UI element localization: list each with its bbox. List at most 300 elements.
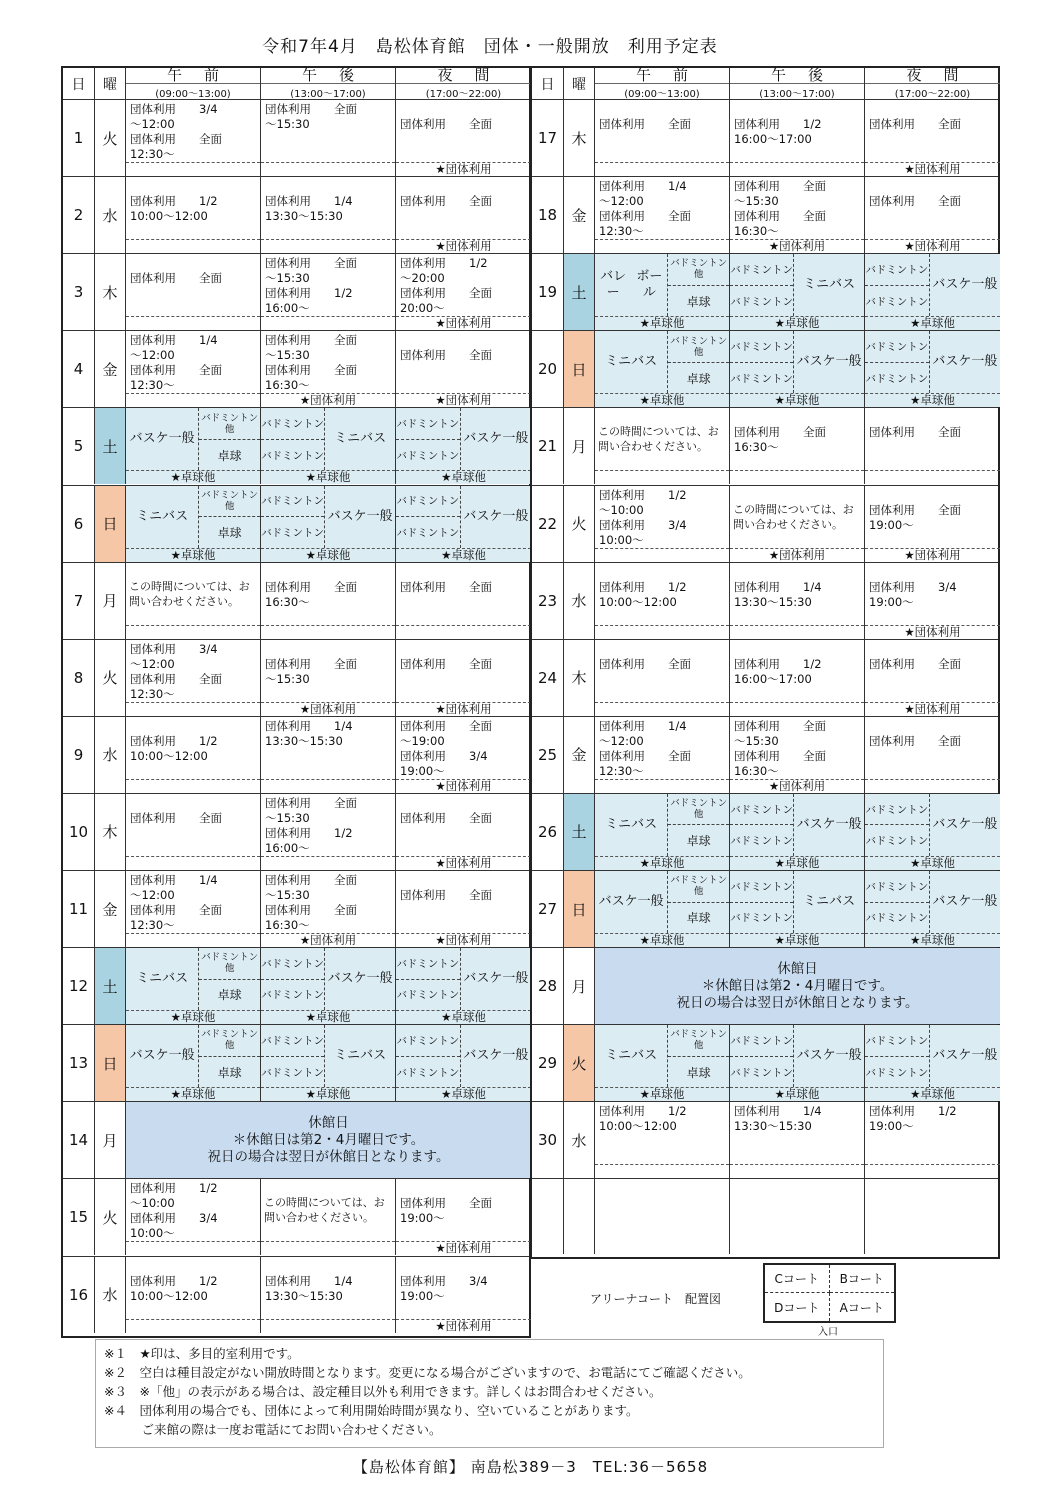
sport-main	[929, 794, 1000, 856]
basket-label: バスケ	[129, 1048, 169, 1064]
day-number: 27	[537, 900, 558, 919]
sport-split	[730, 871, 864, 933]
slot-line: 団体利用 全面	[869, 656, 961, 671]
badminton-label: バドミントン	[865, 1056, 929, 1088]
day-number: 9	[73, 745, 84, 764]
sport-main	[793, 1025, 864, 1087]
day-number: 17	[537, 129, 558, 148]
badminton-label: バドミントン	[396, 1034, 460, 1047]
badminton-label: バドミントン	[730, 1034, 794, 1047]
badminton-label: バドミントン	[865, 263, 929, 276]
slot-pm	[729, 1025, 864, 1101]
star-row	[865, 1164, 1000, 1178]
star-row: ★団体利用	[730, 548, 864, 562]
day-of-week: 金	[563, 717, 594, 793]
slot-text	[261, 794, 395, 856]
slot-nt	[864, 177, 1000, 253]
sport-sub	[730, 331, 793, 393]
slot-line: 団体利用 全面	[400, 888, 492, 902]
slot-line: 16:30～	[265, 594, 310, 609]
day-number: 15	[68, 1208, 89, 1227]
day-row	[532, 793, 998, 870]
slot-am	[594, 871, 729, 947]
slot-nt	[395, 1179, 531, 1255]
basket-label: バスケ	[932, 816, 972, 832]
header-pm-time: (13:00～17:00)	[730, 83, 864, 100]
sport-sub	[261, 1025, 324, 1087]
star-row	[126, 316, 260, 330]
day-row	[63, 947, 529, 1024]
slot-line	[130, 796, 258, 811]
star-row: ★団体利用	[261, 933, 395, 947]
slot-am	[594, 486, 729, 562]
slot-text	[126, 717, 260, 764]
court-d: Dコート	[765, 1293, 830, 1321]
slot-line: 団体利用 全面	[265, 256, 357, 271]
slot-line: 団体利用 全面	[265, 363, 357, 378]
sport-split	[261, 1025, 395, 1087]
badminton-label: バドミントン	[201, 412, 259, 424]
sport-sub	[730, 871, 793, 933]
minibasu-label: ミニバス	[803, 894, 856, 910]
slot-line: 団体利用 3/4	[400, 748, 488, 763]
slot-line: 団体利用 1/4	[734, 579, 822, 594]
badminton-other	[668, 331, 729, 362]
sport-sub	[668, 794, 729, 856]
slot-am	[125, 871, 260, 947]
slot-pm	[260, 331, 395, 407]
slot-am	[125, 331, 260, 407]
star-row	[261, 779, 395, 793]
slot-line: 16:00～17:00	[734, 132, 812, 146]
day-of-week: 金	[563, 177, 594, 253]
basket-label: バスケ	[932, 354, 972, 370]
sport-split	[730, 794, 864, 856]
slot-am	[594, 640, 729, 716]
slot-line: 12:30～	[130, 378, 175, 393]
star-row	[261, 856, 395, 870]
day-of-week: 木	[563, 640, 594, 716]
closed-line1: ＊休館日は第2・4月曜日です。	[701, 977, 894, 994]
star-row: ★団体利用	[865, 702, 1000, 716]
day-number: 21	[537, 437, 558, 456]
ball-label: ボール	[636, 269, 663, 301]
day-row	[63, 99, 529, 176]
star-row	[595, 548, 729, 562]
slot-text	[730, 408, 864, 455]
badminton-label: バドミントン	[865, 341, 929, 354]
star-row	[126, 393, 260, 407]
inquiry-text: この時間については、お問い合わせください。	[598, 425, 719, 454]
slot-line: 19:00～	[869, 517, 914, 532]
slot-line: ～19:00	[400, 733, 445, 748]
sport-main	[324, 948, 395, 1010]
slot-line	[400, 1181, 529, 1196]
slot-text	[396, 794, 531, 826]
star-row	[126, 702, 260, 716]
slot-pm	[260, 1025, 395, 1101]
star-takkyu: ★卓球他	[396, 1010, 531, 1024]
slot-line	[130, 719, 258, 734]
slot-am	[125, 1257, 260, 1333]
day-number: 25	[537, 745, 558, 764]
day-row	[63, 1178, 529, 1255]
slot-line: 団体利用 1/2	[599, 1104, 687, 1119]
slot-line: 20:00～	[400, 301, 445, 316]
star-row	[595, 470, 729, 484]
star-takkyu: ★卓球他	[261, 470, 395, 484]
note-1: ※１ ★印は、多目的室利用です。	[104, 1346, 300, 1361]
sport-sub	[199, 948, 260, 1010]
day-number: 20	[537, 360, 558, 379]
slot-line: ～15:30	[265, 271, 310, 286]
slot-line: 団体利用 1/4	[734, 1104, 822, 1119]
star-row	[595, 162, 729, 176]
star-row	[730, 1164, 864, 1178]
slot-pm	[729, 486, 864, 562]
star-row: ★団体利用	[396, 933, 531, 947]
sport-main	[595, 1025, 668, 1087]
basket-label: バスケ	[129, 431, 169, 447]
slot-line: 団体利用 全面	[265, 903, 357, 917]
star-row	[126, 239, 260, 253]
star-takkyu: ★卓球他	[865, 1087, 1000, 1101]
badminton-label: バドミントン	[865, 880, 929, 893]
slot-line: 10:00～12:00	[599, 1119, 677, 1134]
sport-split	[396, 486, 531, 548]
star-takkyu: ★卓球他	[865, 393, 1000, 407]
day-row	[532, 176, 998, 253]
inquiry-text: この時間については、お問い合わせください。	[264, 1196, 385, 1225]
header-am-label: 午前	[635, 66, 710, 84]
day-row	[532, 1024, 998, 1101]
slot-line: 団体利用 全面	[265, 873, 357, 887]
badminton-label: バドミントン	[865, 902, 929, 934]
slot-line: 19:00～	[400, 763, 445, 778]
slot-text	[595, 486, 729, 548]
slot-am	[125, 948, 260, 1024]
badminton-label: バドミントン	[730, 1056, 793, 1088]
sport-sub	[261, 948, 324, 1010]
slot-nt	[864, 794, 1000, 870]
slot-text	[595, 563, 729, 610]
slot-am	[125, 1179, 260, 1255]
star-row	[261, 1319, 395, 1333]
day-row	[63, 870, 529, 947]
slot-text	[865, 640, 1000, 672]
star-takkyu: ★卓球他	[595, 856, 729, 870]
sport-main	[126, 948, 199, 1010]
star-row: ★団体利用	[396, 702, 531, 716]
footer-contact: 【島松体育館】 南島松389－3 TEL:36－5658	[352, 1458, 709, 1476]
badminton-label: バドミントン	[261, 495, 325, 508]
sport-sub	[396, 486, 460, 548]
basket-label: バスケ	[932, 894, 972, 910]
slot-line: 団体利用 1/4	[130, 333, 218, 348]
day-number: 30	[537, 1131, 558, 1150]
slot-pm	[260, 563, 395, 639]
slot-pm	[729, 177, 864, 253]
star-row	[126, 856, 260, 870]
header-night-label: 夜間	[437, 66, 512, 84]
sport-split	[865, 794, 1000, 856]
slot-text	[261, 1257, 395, 1304]
slot-line: 団体利用 1/4	[265, 1273, 353, 1288]
slot-line: 団体利用 全面	[400, 718, 492, 733]
closed-line1: ＊休館日は第2・4月曜日です。	[232, 1131, 425, 1148]
header-day-label: 日	[71, 76, 86, 93]
badminton-label: バドミントン	[670, 875, 728, 887]
slot-line: 16:30～	[734, 440, 779, 455]
slot-line: 団体利用 1/2	[400, 256, 488, 271]
slot-line: 団体利用 全面	[599, 209, 691, 224]
star-row	[126, 625, 260, 639]
ippan-label: 一般	[971, 816, 998, 832]
day-row	[63, 639, 529, 716]
sport-split	[595, 871, 729, 933]
minibasu-label: ミニバス	[334, 1048, 387, 1064]
slot-line: 12:30～	[599, 224, 644, 239]
badminton-label: バドミントン	[730, 362, 793, 394]
slot-text	[126, 177, 260, 224]
slot-line: 団体利用 全面	[130, 810, 222, 825]
day-number: 23	[537, 591, 558, 610]
slot-line	[734, 102, 862, 117]
day-of-week: 水	[94, 1257, 125, 1333]
slot-text	[595, 177, 729, 239]
slot-line: 16:00～	[265, 301, 310, 316]
day-of-week: 水	[94, 717, 125, 793]
slot-text	[126, 254, 260, 286]
basket-label: バスケ	[463, 1048, 503, 1064]
header-row	[532, 68, 998, 99]
slot-text	[396, 254, 531, 316]
slot-text	[730, 640, 864, 687]
sport-split	[730, 254, 864, 316]
slot-text	[126, 794, 260, 826]
sport-sub	[730, 794, 793, 856]
slot-line: 団体利用 全面	[599, 656, 691, 671]
slot-nt	[395, 871, 531, 947]
day-of-week: 土	[94, 408, 125, 484]
slot-line: 団体利用 全面	[265, 656, 357, 671]
sport-sub	[199, 1025, 260, 1087]
sport-split	[865, 871, 1000, 933]
ippan-label: 一般	[835, 1048, 862, 1064]
slot-nt	[864, 717, 1000, 793]
sport-main	[793, 794, 864, 856]
slot-pm	[260, 254, 395, 330]
closed-title: 休館日	[777, 960, 818, 977]
day-row	[63, 330, 529, 407]
empty-cell	[563, 1179, 594, 1254]
slot-line: 団体利用 全面	[400, 348, 492, 363]
slot-line: 10:00～12:00	[130, 1288, 208, 1303]
slot-line: 12:30～	[130, 686, 175, 701]
takkyu-label: 卓球	[199, 979, 260, 1011]
slot-nt	[864, 1025, 1000, 1101]
sport-split	[261, 948, 395, 1010]
slot-line: 団体利用 3/4	[130, 102, 218, 116]
takkyu-label: 卓球	[668, 285, 729, 317]
slot-pm	[260, 1257, 395, 1333]
slot-pm	[260, 717, 395, 793]
slot-line: 16:30～	[734, 224, 779, 239]
inquiry-text: この時間については、お問い合わせください。	[733, 502, 854, 531]
sport-main	[595, 794, 668, 856]
slot-line: 団体利用 全面	[400, 1196, 492, 1211]
badminton-label: バドミントン	[396, 495, 460, 508]
inquiry-text: この時間については、お問い合わせください。	[129, 579, 250, 608]
star-takkyu: ★卓球他	[396, 548, 531, 562]
slot-text	[865, 1102, 1000, 1134]
badminton-label: バドミントン	[865, 285, 929, 317]
slot-text	[261, 331, 395, 393]
ippan-label: 一般	[502, 1048, 529, 1064]
slot-line: ～12:00	[130, 117, 175, 131]
day-number: 16	[68, 1285, 89, 1304]
slot-pm	[260, 1179, 395, 1255]
day-number: 18	[537, 206, 558, 225]
slot-line: ～20:00	[400, 271, 445, 286]
slot-line: 団体利用 全面	[400, 656, 492, 671]
slot-line: ～12:00	[130, 888, 175, 902]
sport-sub	[865, 1025, 929, 1087]
slot-text	[595, 1102, 729, 1134]
badminton-label: バドミントン	[730, 263, 794, 276]
slot-line: 団体利用 全面	[869, 425, 961, 440]
minibasu-label: ミニバス	[605, 1048, 658, 1064]
day-of-week: 木	[94, 794, 125, 870]
slot-line	[599, 642, 727, 657]
slot-line: ～12:00	[130, 656, 175, 671]
badminton-label: バドミントン	[261, 439, 324, 471]
badminton-other	[199, 948, 260, 979]
star-takkyu: ★卓球他	[126, 548, 260, 562]
star-row	[730, 470, 864, 484]
slot-line: 団体利用 1/4	[599, 179, 687, 194]
day-row	[532, 870, 998, 947]
slot-line: 12:30～	[599, 763, 644, 778]
slot-am	[594, 717, 729, 793]
slot-line	[400, 102, 529, 117]
header-night	[864, 68, 1000, 99]
badminton-label: バドミントン	[865, 824, 929, 856]
basket-label: バスケ	[327, 971, 367, 987]
slot-line: ～15:30	[734, 194, 779, 209]
other-label: 他	[224, 963, 235, 975]
slot-line: 団体利用 全面	[400, 579, 492, 594]
slot-nt	[395, 1025, 531, 1101]
slot-nt	[395, 717, 531, 793]
slot-pm	[260, 640, 395, 716]
slot-line: 団体利用 全面	[734, 748, 826, 763]
slot-nt	[395, 640, 531, 716]
star-takkyu: ★卓球他	[730, 1087, 864, 1101]
minibasu-label: ミニバス	[136, 971, 189, 987]
slot-am	[594, 254, 729, 330]
badminton-label: バドミントン	[865, 362, 929, 394]
header-am-time: (09:00～13:00)	[126, 83, 260, 100]
badminton-label: バドミントン	[670, 258, 728, 270]
header-dow-label: 曜	[572, 76, 586, 93]
slot-line: 10:00～12:00	[130, 748, 208, 763]
day-number: 8	[73, 668, 84, 687]
ippan-label: 一般	[366, 508, 393, 524]
slot-line: 13:30～15:30	[265, 733, 343, 748]
day-number: 2	[73, 206, 84, 225]
day-number: 3	[73, 283, 84, 302]
sport-split	[396, 948, 531, 1010]
star-takkyu: ★卓球他	[595, 316, 729, 330]
badminton-label: バドミントン	[865, 803, 929, 816]
slot-text	[126, 871, 260, 933]
slot-pm	[729, 871, 864, 947]
sport-sub	[199, 408, 260, 470]
closed-title: 休館日	[308, 1114, 349, 1131]
court-b: Bコート	[830, 1265, 895, 1293]
slot-am	[125, 794, 260, 870]
star-takkyu: ★卓球他	[730, 933, 864, 947]
sport-sub	[261, 486, 324, 548]
slot-am	[594, 1102, 729, 1178]
basket-label: バスケ	[463, 431, 503, 447]
minibasu-label: ミニバス	[605, 816, 658, 832]
star-takkyu: ★卓球他	[865, 316, 1000, 330]
minibasu-label: ミニバス	[605, 354, 658, 370]
slot-nt	[864, 486, 1000, 562]
slot-line: 16:30～	[265, 918, 310, 932]
slot-line: 16:30～	[265, 378, 310, 393]
sport-sub	[668, 254, 729, 316]
slot-text	[730, 1102, 864, 1134]
badminton-label: バドミントン	[730, 285, 793, 317]
star-row: ★団体利用	[261, 702, 395, 716]
badminton-label: バドミントン	[396, 418, 460, 431]
day-of-week: 月	[94, 563, 125, 639]
star-takkyu: ★卓球他	[261, 1010, 395, 1024]
ippan-label: 一般	[971, 894, 998, 910]
entrance-label: 入口	[818, 1327, 838, 1338]
star-row	[595, 239, 729, 253]
badminton-label: バドミントン	[261, 1056, 324, 1088]
badminton-label: バドミントン	[730, 902, 793, 934]
slot-text	[865, 100, 1000, 132]
star-row: ★団体利用	[396, 779, 531, 793]
day-row	[532, 407, 998, 484]
slot-pm	[729, 640, 864, 716]
header-night-time: (17:00～22:00)	[396, 83, 531, 100]
slot-line: 団体利用 全面	[734, 425, 826, 440]
sport-split	[396, 408, 531, 470]
note-4: ※４ 団体利用の場合でも、団体によって利用開始時間が異なり、空いていることがあります。	[104, 1403, 639, 1418]
star-row: ★団体利用	[865, 548, 1000, 562]
takkyu-label: 卓球	[668, 1056, 729, 1088]
slot-text	[126, 640, 260, 702]
day-row	[63, 1101, 529, 1178]
badminton-label: バドミントン	[261, 418, 325, 431]
slot-text	[865, 408, 1000, 440]
sport-main	[929, 254, 1000, 316]
sport-main	[595, 254, 668, 316]
day-of-week: 水	[563, 1102, 594, 1178]
schedule-table-left	[61, 66, 531, 1338]
slot-text	[396, 331, 531, 363]
slot-nt	[395, 331, 531, 407]
sport-main	[324, 1025, 395, 1087]
slot-line: ～12:00	[599, 733, 644, 748]
slot-text	[261, 640, 395, 687]
